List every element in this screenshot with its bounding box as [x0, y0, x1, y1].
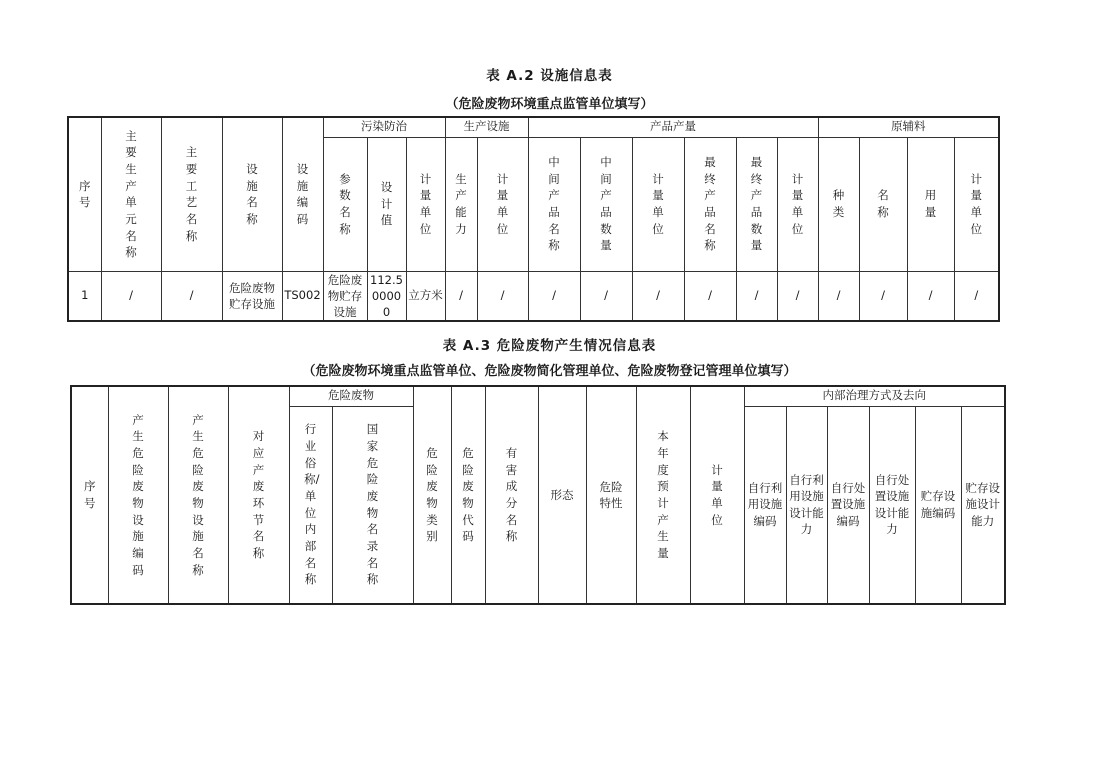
header-param-name: 参数名称	[323, 137, 367, 271]
cell-param-name: 危险废物贮存设施	[323, 271, 367, 321]
header-final-qty: 最终产品数量	[736, 137, 777, 271]
header-national-name: 国家危险废物名录名称	[332, 406, 413, 604]
cell-mat-type: /	[818, 271, 859, 321]
cell-main-unit: /	[101, 271, 161, 321]
header-property: 危险特性	[586, 386, 636, 604]
cell-mat-name: /	[859, 271, 907, 321]
table-a2	[67, 116, 1000, 322]
cell-mid-unit: /	[632, 271, 684, 321]
header-code: 危险废物代码	[451, 386, 485, 604]
table-a2-title: 表 A.2 设施信息表	[486, 68, 613, 84]
table-row	[68, 271, 999, 321]
header-self-treat-code: 自行处置设施编码	[827, 406, 869, 604]
group-production: 生产设施	[445, 117, 528, 137]
group-output: 产品产量	[528, 117, 818, 137]
cell-final-unit: /	[777, 271, 818, 321]
cell-facility-name: 危险废物贮存设施	[222, 271, 282, 321]
header-mid-qty: 中间产品数量	[580, 137, 632, 271]
header-final-unit: 计量单位	[777, 137, 818, 271]
cell-design-value: 112.500000	[367, 271, 406, 321]
cell-unit: 立方米	[406, 271, 445, 321]
header-self-use-cap: 自行利用设施设计能力	[786, 406, 827, 604]
header-mid-unit: 计量单位	[632, 137, 684, 271]
header-self-treat-cap: 自行处置设施设计能力	[869, 406, 915, 604]
cell-mat-unit: /	[954, 271, 999, 321]
header-seq: 序号	[68, 117, 101, 271]
header-facility-code: 设施编码	[282, 117, 323, 271]
cell-mid-name: /	[528, 271, 580, 321]
group-internal: 内部治理方式及去向	[744, 386, 1005, 406]
header-main-process: 主要工艺名称	[161, 117, 222, 271]
cell-mat-qty: /	[907, 271, 954, 321]
cell-final-name: /	[684, 271, 736, 321]
header-link-name: 对应产废环节名称	[228, 386, 289, 604]
header-capacity: 生产能力	[445, 137, 477, 271]
header-mat-name: 名称	[859, 137, 907, 271]
header-form: 形态	[538, 386, 586, 604]
header-harmful: 有害成分名称	[485, 386, 538, 604]
cell-final-qty: /	[736, 271, 777, 321]
header-capacity-unit: 计量单位	[477, 137, 528, 271]
table-a3	[70, 385, 1006, 605]
group-pollution: 污染防治	[323, 117, 445, 137]
header-annual: 本年度预计产生量	[636, 386, 690, 604]
header-mat-unit: 计量单位	[954, 137, 999, 271]
group-waste: 危险废物	[289, 386, 413, 406]
header-mat-qty: 用量	[907, 137, 954, 271]
cell-seq: 1	[68, 271, 101, 321]
header-category: 危险废物类别	[413, 386, 451, 604]
cell-capacity-unit: /	[477, 271, 528, 321]
header-facility-name: 设施名称	[222, 117, 282, 271]
header-storage-cap: 贮存设施设计能力	[961, 406, 1005, 604]
header-design-value: 设计值	[367, 137, 406, 271]
header-unit: 计量单位	[406, 137, 445, 271]
group-materials: 原辅料	[818, 117, 999, 137]
table-a3-title: 表 A.3 危险废物产生情况信息表	[442, 338, 657, 354]
cell-capacity: /	[445, 271, 477, 321]
table-a3-subtitle: （危险废物环境重点监管单位、危险废物简化管理单位、危险废物登记管理单位填写）	[302, 364, 797, 379]
table-a2-subtitle: （危险废物环境重点监管单位填写）	[445, 97, 654, 112]
cell-main-process: /	[161, 271, 222, 321]
cell-facility-code: TS002	[282, 271, 323, 321]
header-main-unit: 主要生产单元名称	[101, 117, 161, 271]
header-unit: 计量单位	[690, 386, 744, 604]
header-seq: 序号	[71, 386, 108, 604]
header-mat-type: 种类	[818, 137, 859, 271]
header-storage-code: 贮存设施编码	[915, 406, 961, 604]
header-industry-name: 行业俗称/单位内部名称	[289, 406, 332, 604]
header-self-use-code: 自行利用设施编码	[744, 406, 786, 604]
cell-mid-qty: /	[580, 271, 632, 321]
header-final-name: 最终产品名称	[684, 137, 736, 271]
header-gen-name: 产生危险废物设施名称	[168, 386, 228, 604]
header-gen-code: 产生危险废物设施编码	[108, 386, 168, 604]
header-mid-name: 中间产品名称	[528, 137, 580, 271]
